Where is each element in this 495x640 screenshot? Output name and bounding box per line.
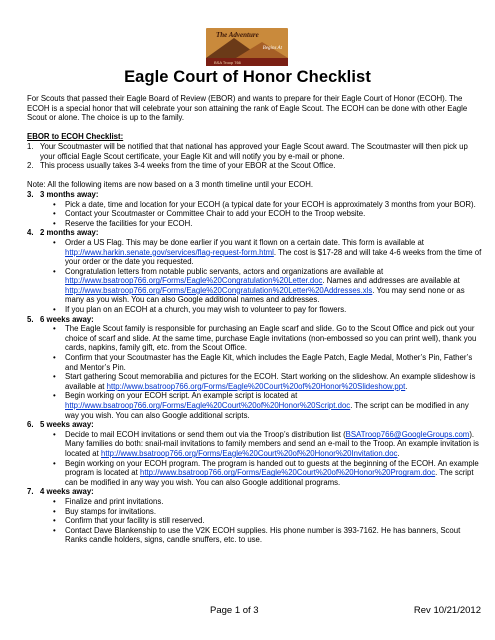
script-link[interactable]: http://www.bsatroop766.org/Forms/Eagle%20Court%20of%20Honor%20Script.doc (65, 401, 351, 410)
ebor-item-2: 2. This process usually takes 3-4 weeks from the time of your EBOR at the Scout Office. (27, 161, 336, 171)
program-link[interactable]: http://www.bsatroop766.org/Forms/Eagle%20Court%20of%20Honor%20Program.doc (139, 468, 436, 478)
list-item: • Confirm that your Scoutmaster has the Eagle Kit, which includes the Eagle Patch, Eagle Medal, Mother’s Pin, Father’s and Mentor’s Pin. (53, 353, 482, 372)
list-item: • Finalize and print invitations. (53, 497, 482, 507)
revision-date: Rev 10/21/2012 (413, 605, 481, 616)
list-item: • The Eagle Scout family is responsible for purchasing an Eagle scarf and slide. Go to the Scout Office and pick out your choice of scarf and slide. At the same time, purchase Eagle invitations (non-embossed so you can print well), thank you cards, napkins, family gift, etc. from the Scout Office. (53, 324, 482, 353)
section-3-months: 3. 3 months away: (27, 189, 99, 199)
page-title: Eagle Court of Honor Checklist (124, 68, 371, 86)
congratulation-letter-link[interactable]: http://www.bsatroop766.org/Forms/Eagle%20Congratulation%20Letter.doc (65, 276, 323, 286)
slideshow-link[interactable]: http://www.bsatroop766.org/Forms/Eagle%20Court%20of%20Honor%20Slideshow.ppt (106, 381, 406, 391)
document-body (27, 94, 482, 545)
list-item: • Decide to mail ECOH invitations or send them out via the Troop’s distribution list (BSATroop766@GoogleGroups.com). Many families do both: snail-mail invitations to family members and send an e-mail to the Troop. An example invitation is located at http://www.bsatroop766.org/Forms/Eagle%20Court%20of%20Honor%20Invitation.doc. (53, 430, 482, 459)
list-item: • Contact your Scoutmaster or Committee Chair to add your ECOH to the Troop website. (53, 209, 482, 219)
troop-logo (206, 28, 288, 66)
section-4-weeks: 7. 4 weeks away: (27, 487, 94, 497)
ebor-heading: EBOR to ECOH Checklist: (27, 132, 124, 142)
list-item: • If you plan on an ECOH at a church, you may wish to volunteer to pay for flowers. (53, 305, 482, 315)
section-2-months: 4. 2 months away: (27, 228, 99, 238)
list-item: • Confirm that your facility is still reserved. (53, 516, 482, 526)
list-item: • Buy stamps for invitations. (53, 507, 482, 517)
section-6-weeks: 5. 6 weeks away: (27, 314, 94, 324)
invitation-link[interactable]: http://www.bsatroop766.org/Forms/Eagle%20Court%20of%20Honor%20Invitation.doc (100, 448, 398, 458)
list-item: • Begin working on your ECOH program. The program is handed out to guests at the beginning of the ECOH. An example program is located at http://www.bsatroop766.org/Forms/Eagle%20Court%20of%20Honor%20Program.doc. The script can be modified in any way you wish. You can also Google additional programs. (53, 459, 482, 488)
logo-text-begins: Begins At (262, 46, 282, 51)
list-item: • Begin working on your ECOH script. An example script is located at http://www.bsatroop766.org/Forms/Eagle%20Court%20of%20Honor%20Script.doc. The script can be modified in any way you wish. You can also Google additional scripts. (53, 391, 482, 420)
logo-text-troop: BSA Troop 766 (214, 60, 241, 65)
ebor-item-1: 1. Your Scoutmaster will be notified that that national has approved your Eagle Scout award. The Scoutmaster will then pick up your official Eagle Scout certificate, your Eagle Kit and will notify you by e-mail or phone. (27, 141, 468, 161)
list-item: • Contact Dave Blankenship to use the V2K ECOH supplies. His phone number is 393-7162. He has banners, Scout Ranks candle holders, signs, candle snuffers, etc. to use. (53, 526, 482, 545)
list-item: • Pick a date, time and location for your ECOH (a typical date for your ECOH is approximately 3 months from your BOR). (53, 200, 482, 210)
list-item: • Reserve the facilities for your ECOH. (53, 219, 482, 229)
logo-text-adventure: The Adventure (216, 31, 259, 39)
distribution-list-link[interactable]: BSATroop766@GoogleGroups.com (345, 429, 470, 439)
list-item: • Order a US Flag. This may be done earlier if you want it flown on a certain date. This form is available at http://www.harkin.senate.gov/services/flag-request-form.html. The cost is $17-28 and will take 4-6 weeks from the time of your order or the date you requested. (53, 238, 482, 267)
page-number: Page 1 of 3 (210, 605, 259, 616)
timeline-note: Note: All the following items are now based on a 3 month timeline until your ECOH. (27, 180, 314, 190)
flag-request-link[interactable]: http://www.harkin.senate.gov/services/flag-request-form.html (65, 247, 274, 257)
list-item: • Congratulation letters from notable public servants, actors and organizations are available at http://www.bsatroop766.org/Forms/Eagle%20Congratulation%20Letter.doc. Names and addresses are available at http://www.bsatroop766.org/Forms/Eagle%20Congratulation%20Letter%20Addresses.xls. You may send none or as many as you wish. You can also Google additional names and addresses. (53, 267, 482, 305)
section-5-weeks: 6. 5 weeks away: (27, 420, 94, 430)
intro-paragraph: For Scouts that passed their Eagle Board of Review (EBOR) and wants to prepare for their Eagle Court of Honor (ECOH). The ECOH is a special honor that will celebrate your son attaining the rank of Eagle Scout. The ECOH can be done with other Eagle Scout or alone. The choice is up to the family. (27, 94, 468, 123)
letter-addresses-link[interactable]: http://www.bsatroop766.org/Forms/Eagle%20Congratulation%20Letter%20Addresses.xls (65, 285, 373, 295)
list-item: • Start gathering Scout memorabilia and pictures for the ECOH. Start working on the slideshow. An example slideshow is available at http://www.bsatroop766.org/Forms/Eagle%20Court%20of%20Honor%20Slideshow.ppt. (53, 372, 482, 391)
